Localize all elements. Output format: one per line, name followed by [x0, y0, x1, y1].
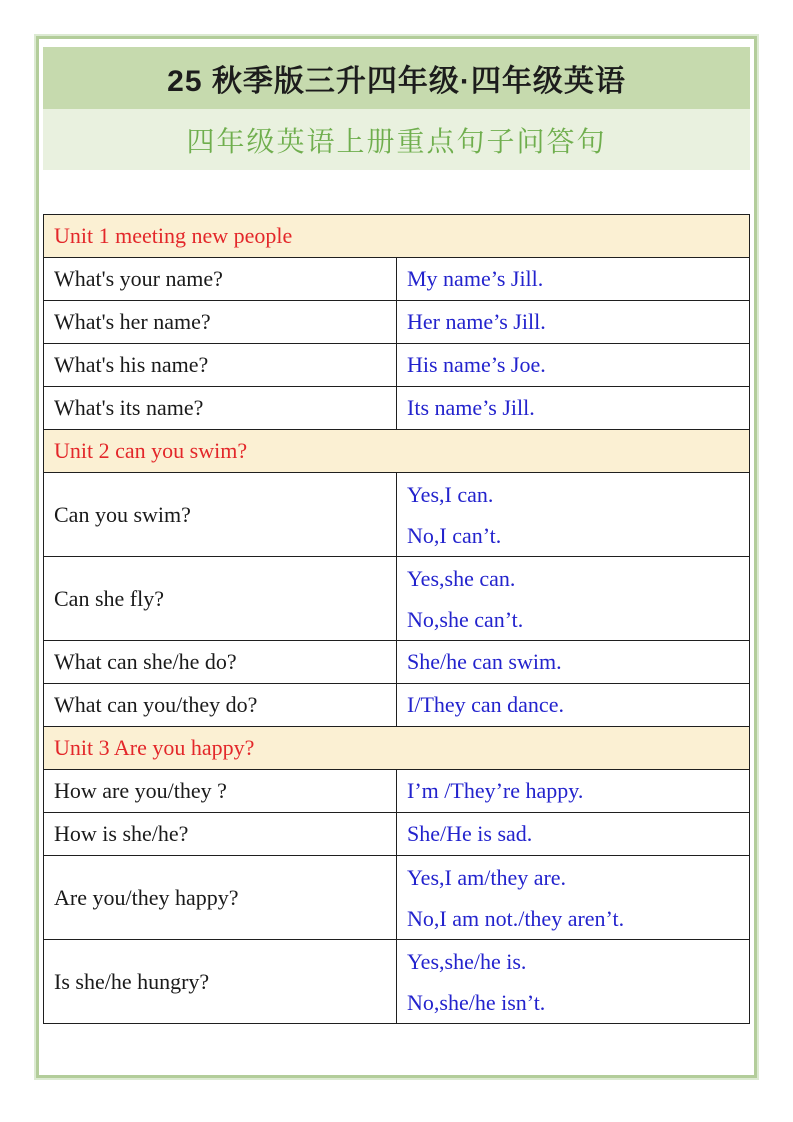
document-page-frame: [36, 36, 757, 1078]
unit-header-row: [44, 430, 750, 473]
unit-header-row: [44, 727, 750, 770]
table-row: [44, 641, 750, 684]
table-row: [44, 684, 750, 727]
answer-line: She/he can swim.: [407, 649, 562, 674]
table-row: [44, 301, 750, 344]
document-title: 25 秋季版三升四年级·四年级英语: [167, 65, 626, 98]
answer-cell: [397, 557, 750, 641]
table-row: [44, 940, 750, 1024]
question-cell: Can she fly?: [44, 557, 397, 641]
answer-line: No,she/he isn’t.: [407, 989, 546, 1015]
table-row: [44, 387, 750, 430]
question-cell: How are you/they ?: [44, 770, 397, 813]
question-cell: What can she/he do?: [44, 641, 397, 684]
table-row: [44, 770, 750, 813]
answer-cell: [397, 641, 750, 684]
question-cell: How is she/he?: [44, 813, 397, 856]
answer-cell: [397, 473, 750, 557]
answer-line: She/He is sad.: [407, 821, 533, 846]
answer-cell: [397, 770, 750, 813]
question-cell: Are you/they happy?: [44, 856, 397, 940]
answer-line: Her name’s Jill.: [407, 309, 546, 334]
answer-cell: [397, 387, 750, 430]
table-row: [44, 557, 750, 641]
document-title-banner: [43, 47, 750, 109]
question-cell: What's her name?: [44, 301, 397, 344]
question-cell: What's his name?: [44, 344, 397, 387]
unit-header-row: [44, 215, 750, 258]
answer-cell: [397, 258, 750, 301]
answer-line: Yes,she can.: [407, 565, 516, 591]
question-cell: What can you/they do?: [44, 684, 397, 727]
answer-cell: [397, 301, 750, 344]
answer-line: I/They can dance.: [407, 692, 564, 717]
unit-header-label: Unit 1 meeting new people: [44, 215, 750, 258]
answer-line: I’m /They’re happy.: [407, 778, 584, 803]
answer-line: Its name’s Jill.: [407, 395, 535, 420]
question-cell: What's its name?: [44, 387, 397, 430]
answer-cell: [397, 344, 750, 387]
answer-line: No,I am not./they aren’t.: [407, 905, 625, 931]
question-cell: Can you swim?: [44, 473, 397, 557]
answer-line: No,I can’t.: [407, 522, 502, 548]
unit-header-label: Unit 2 can you swim?: [44, 430, 750, 473]
table-row: [44, 258, 750, 301]
answer-cell: [397, 813, 750, 856]
answer-cell: [397, 684, 750, 727]
spacer: [43, 170, 750, 214]
table-row: [44, 473, 750, 557]
document-subtitle-banner: [43, 109, 750, 170]
document-subtitle: 四年级英语上册重点句子问答句: [186, 125, 607, 157]
answer-line: Yes,I am/they are.: [407, 864, 567, 890]
table-row: [44, 856, 750, 940]
answer-line: Yes,she/he is.: [407, 948, 527, 974]
answer-cell: [397, 856, 750, 940]
answer-cell: [397, 940, 750, 1024]
answer-line: No,she can’t.: [407, 606, 524, 632]
unit-header-label: Unit 3 Are you happy?: [44, 727, 750, 770]
answer-line: Yes,I can.: [407, 481, 494, 507]
qa-table: [43, 214, 750, 1024]
qa-table-body: [44, 215, 750, 1024]
table-row: [44, 813, 750, 856]
answer-line: My name’s Jill.: [407, 266, 544, 291]
answer-line: His name’s Joe.: [407, 352, 546, 377]
table-row: [44, 344, 750, 387]
question-cell: What's your name?: [44, 258, 397, 301]
question-cell: Is she/he hungry?: [44, 940, 397, 1024]
